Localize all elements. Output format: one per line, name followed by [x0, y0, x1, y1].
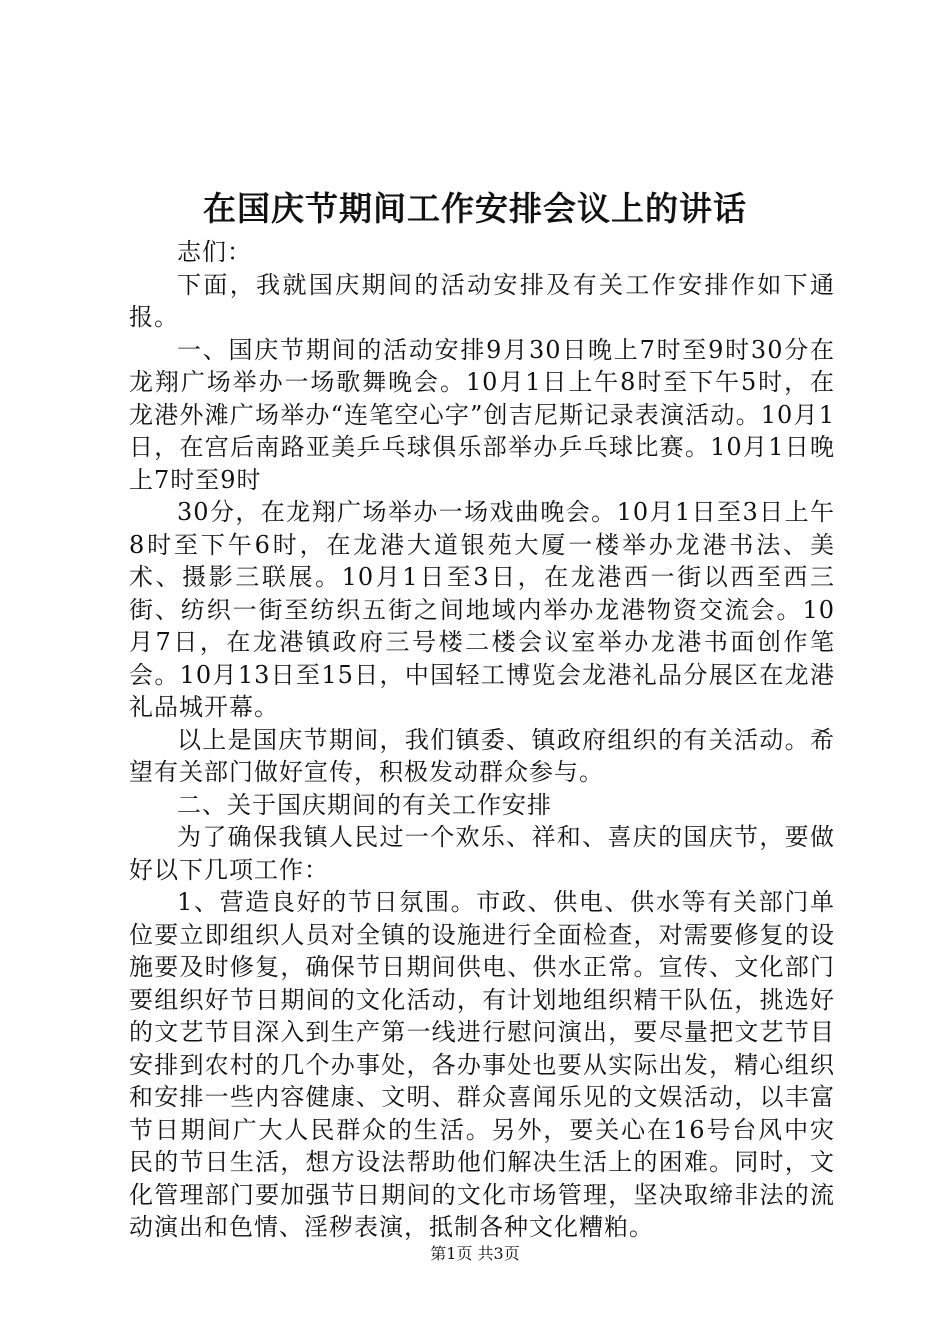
paragraph-section-one: 一、国庆节期间的活动安排9月30日晚上7时至9时30分在龙翔广场举办一场歌舞晚会。10月1日上午8时至下午5时，在龙港外滩广场举办“连笔空心字”创吉尼斯记录表演活动。10月1日，在宫后南路亚美乒乓球俱乐部举办乒乓球比赛。10月1日晚上7时至9时 — [129, 335, 835, 494]
paragraph-salutation: 志们： — [177, 238, 252, 266]
paragraph-intro: 下面，我就国庆期间的活动安排及有关工作安排作如下通报。 — [129, 270, 835, 331]
paragraph-section-one-continued: 30分，在龙翔广场举办一场戏曲晚会。10月1日至3日上午8时至下午6时，在龙港大道银苑大厦一楼举办龙港书法、美术、摄影三联展。10月1日至3日，在龙港西一街以西至西三街、纺织一街至纺织五街之间地域内举办龙港物资交流会。10月7日，在龙港镇政府三号楼二楼会议室举办龙港书面创作笔会。10月13日至15日，中国轻工博览会龙港礼品分展区在龙港礼品城开幕。 — [129, 498, 835, 721]
paragraph-section-two-intro: 为了确保我镇人民过一个欢乐、祥和、喜庆的国庆节，要做好以下几项工作： — [129, 823, 835, 884]
paragraph-section-two-heading: 二、关于国庆期间的有关工作安排 — [177, 790, 552, 819]
document-title: 在国庆节期间工作安排会议上的讲话 — [203, 189, 747, 228]
document-body — [129, 236, 835, 1244]
paragraph-summary: 以上是国庆节期间，我们镇委、镇政府组织的有关活动。希望有关部门做好宣传，积极发动群众参与。 — [129, 725, 835, 786]
page-indicator: 第1页 共3页 — [430, 1244, 520, 1263]
paragraph-item-one: 1、营造良好的节日氛围。市政、供电、供水等有关部门单位要立即组织人员对全镇的设施进行全面检查，对需要修复的设施要及时修复，确保节日期间供电、供水正常。宣传、文化部门要组织好节日期间的文化活动，有计划地组织精干队伍，挑选好的文艺节目深入到生产第一线进行慰问演出，要尽量把文艺节目安排到农村的几个办事处，各办事处也要从实际出发，精心组织和安排一些内容健康、文明、群众喜闻乐见的文娱活动，以丰富节日期间广大人民群众的生活。另外，要关心在16号台风中灾民的节日生活，想方设法帮助他们解决生活上的困难。同时，文化管理部门要加强节日期间的文化市场管理，坚决取缔非法的流动演出和色情、淫秽表演，抵制各种文化糟粕。 — [129, 888, 835, 1241]
